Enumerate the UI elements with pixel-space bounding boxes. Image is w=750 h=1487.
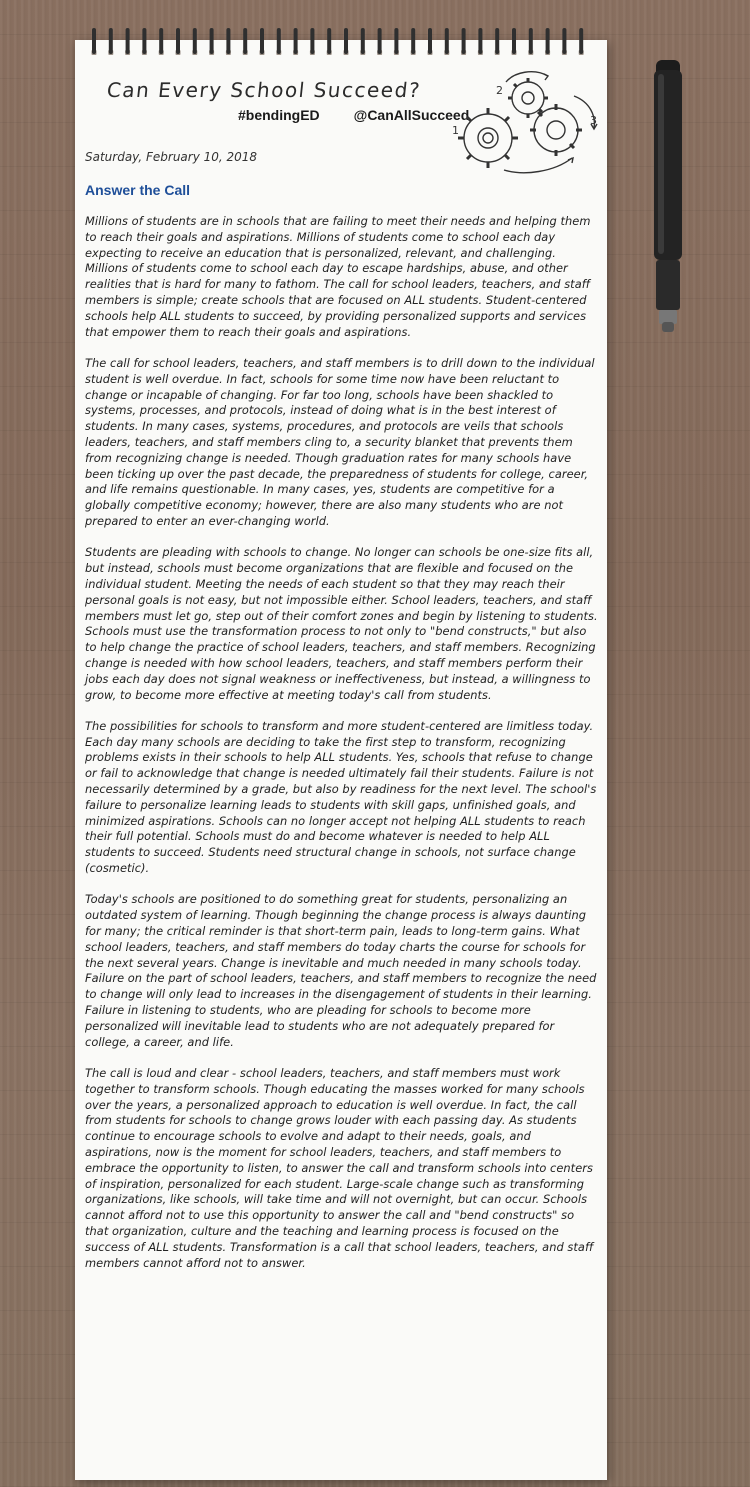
spiral-ring [478, 28, 483, 55]
gear-number-3: 3 [590, 114, 597, 127]
spiral-ring [142, 28, 147, 55]
hashtag-link[interactable]: #bendingED [238, 107, 320, 123]
spiral-ring [411, 28, 416, 55]
spiral-ring [344, 28, 349, 55]
spiral-ring [394, 28, 399, 55]
spiral-ring [579, 28, 584, 55]
gear-number-2: 2 [496, 84, 503, 97]
paragraph: The call is loud and clear - school leaders, teachers, and staff members must work together to transform schools. Though educating the masses worked for many schools over the years, a personalized approach to education is well overdue. In fact, the call from students for schools to change grows louder with each passing day. As students continue to encourage schools to evolve and adapt to their needs, goals, and aspirations, now is the moment for school leaders, teachers, and staff members to embrace the opportunity to listen, to answer the call and transform schools into centers of inspiration, personalized for each student. Large-scale change such as transforming organizations, like schools, will take time and will not overnight, but can occur. Schools cannot afford not to use this opportunity to answer the call and "bend constructs" so that organization, culture and the teaching and learning process is focused on the success of ALL students. Transformation is a call that school leaders, teachers, and staff members cannot afford not to answer. [85, 1066, 594, 1270]
spiral-ring [495, 28, 500, 55]
post-title[interactable]: Answer the Call [85, 182, 191, 198]
gears-icon [444, 66, 606, 174]
spiral-ring [360, 28, 365, 55]
spiral-ring [192, 28, 197, 55]
spiral-ring [108, 28, 113, 55]
spiral-ring [226, 28, 231, 55]
spiral-ring [92, 28, 97, 55]
pen-icon [648, 60, 688, 332]
spiral-ring [562, 28, 567, 55]
spiral-ring [310, 28, 315, 55]
gear-number-1: 1 [452, 124, 459, 137]
spiral-ring [528, 28, 533, 55]
spiral-ring [209, 28, 214, 55]
spiral-ring [444, 28, 449, 55]
post-date: Saturday, February 10, 2018 [85, 150, 258, 164]
spiral-ring [159, 28, 164, 55]
spiral-ring [545, 28, 550, 55]
post-body [85, 214, 599, 1287]
spiral-ring [176, 28, 181, 55]
spiral-ring [428, 28, 433, 55]
spiral-ring [327, 28, 332, 55]
spiral-binding-icon [75, 24, 607, 64]
paragraph: Today's schools are positioned to do something great for students, personalizing an outdated system of learning. Though beginning the change process is always daunting for many; the critical reminder is that short-term pain, leads to long-term gains. What school leaders, teachers, and staff members do today charts the course for schools for the next several years. Change is inevitable and much needed in many schools today. Failure on the part of school leaders, teachers, and staff members to recognize the need to change will only lead to increases in the disengagement of students in their learning. Failure in listening to students, who are pleading for schools to become more personalized will inevitable lead to students who are not adequately prepared for college, a career, and life. [85, 892, 597, 1049]
spiral-ring [512, 28, 517, 55]
paragraph: The call for school leaders, teachers, and staff members is to drill down to the individual student is well overdue. In fact, schools for some time now have been reluctant to change or incapable of changing. For far too long, schools have been shackled to systems, processes, and protocols, instead of doing what is in the best interest of students. In many cases, systems, procedures, and protocols are veils that schools leaders, teachers, and staff members cling to, a security blanket that prevents them from recognizing change is needed. Though graduation rates for many schools have been ticking up over the past decade, the preparedness of students for college, career, and life remains questionable. In many cases, yes, students are competitive for a globally competitive economy; however, there are also many students who are not prepared to enter an ever-changing world. [85, 355, 595, 528]
spiral-ring [260, 28, 265, 55]
paragraph: Millions of students are in schools that are failing to meet their needs and helping them to reach their goals and aspirations. Millions of students come to school each day expecting to receive an education that is personalized, relevant, and challenging. Millions of students come to school each day to escape hardships, abuse, and other realities that is hard for many to fathom. The call for school leaders, teachers, and staff members is simple; create schools that are focused on ALL students. Student-centered schools help ALL students to succeed, by providing personalized supports and services that empower them to reach their goals and aspirations. [85, 214, 591, 339]
paragraph: The possibilities for schools to transform and more student-centered are limitless today. Each day many schools are deciding to take the first step to transform, recognizing problems exists in their schools to help ALL students. Yes, schools that refuse to change or fail to acknowledge that change is needed ultimately fail their students. Failure is not necessarily determined by a grade, but also by readiness for the next level. The school's failure to personalize learning leads to students with skill gaps, unfinished goals, and minimized aspirations. Schools can no longer accept not helping ALL students to reach their full potential. Schools must do and become whatever is needed to help ALL students to succeed. Students need structural change in schools, not surface change (cosmetic). [85, 718, 597, 876]
spiral-ring [276, 28, 281, 55]
spiral-ring [243, 28, 248, 55]
spiral-ring [461, 28, 466, 55]
paragraph: Students are pleading with schools to change. No longer can schools be one-size fits all, but instead, schools must become organizations that are flexible and focused on the individual student. Meeting the needs of each student so that they may reach their personal goals is not easy, but not impossible either. School leaders, teachers, and staff members must let go, step out of their comfort zones and begin by listening to students. Schools must use the transformation process to not only to "bend constructs," but also to help change the practice of school leaders, teachers, and staff members. Recognizing change is needed with how school leaders, teachers, and staff members perform their jobs each day does not signal weakness or ineffectiveness, but instead, a willingness to grow, to become more effective at meeting today's call from students. [85, 545, 598, 702]
spiral-ring [377, 28, 382, 55]
spiral-ring [125, 28, 130, 55]
twitter-handle-link[interactable]: @CanAllSucceed [353, 107, 470, 123]
spiral-ring [293, 28, 298, 55]
blog-title: Can Every School Succeed? [105, 78, 423, 102]
